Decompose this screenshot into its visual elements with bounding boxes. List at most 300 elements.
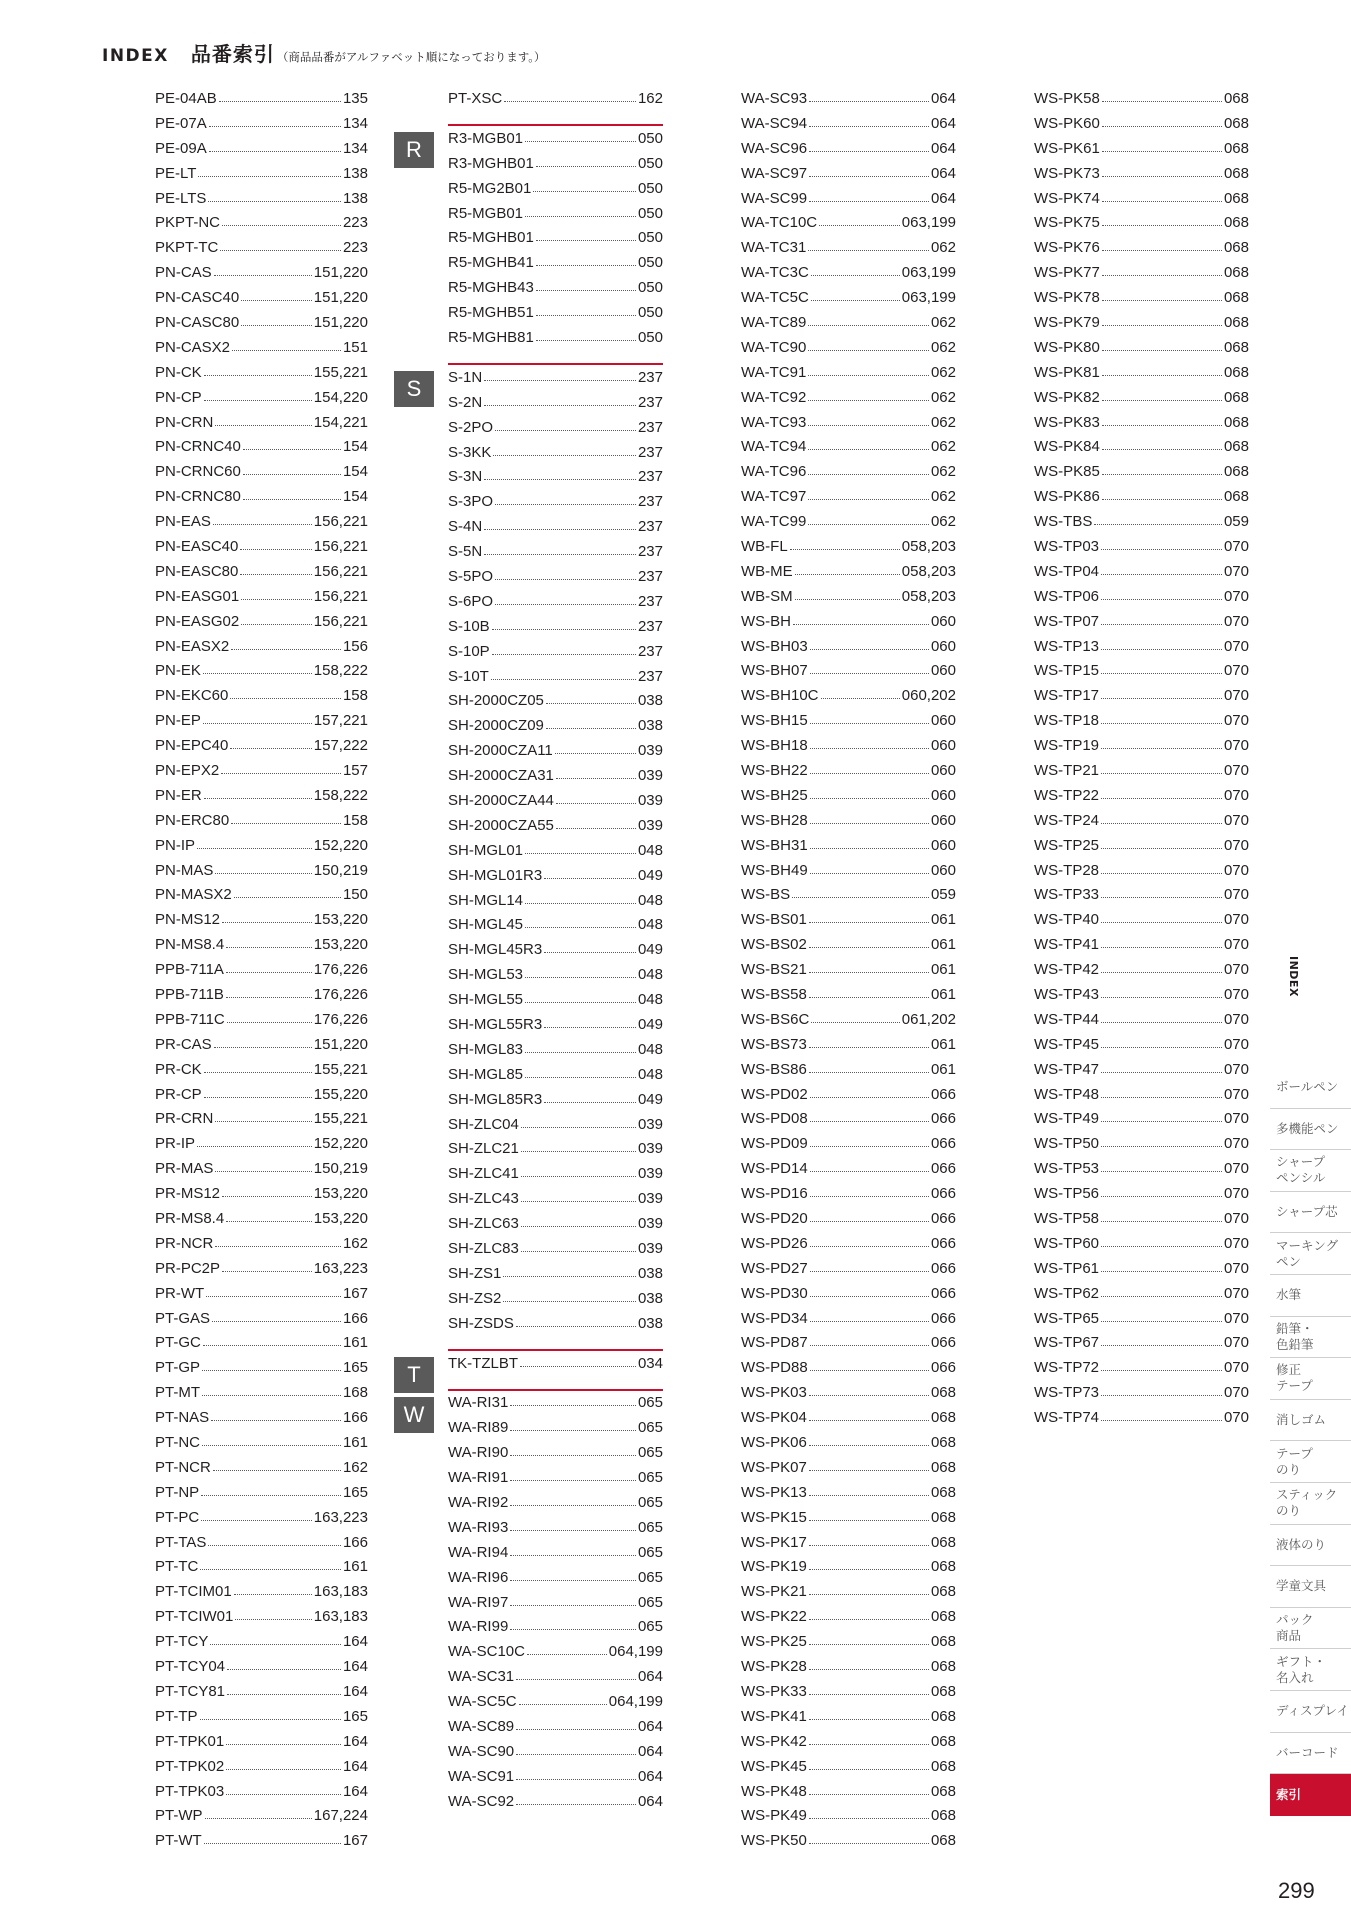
index-entry: [1034, 808, 1249, 833]
product-code: S-6PO: [448, 592, 494, 610]
index-entry: [155, 1803, 368, 1828]
product-code: R5-MGHB01: [448, 229, 534, 247]
index-entry: [448, 913, 663, 938]
index-entry: [448, 250, 663, 275]
product-code: PN-CRNC80: [155, 488, 241, 506]
page-reference: 066: [930, 1359, 956, 1377]
page-reference: 038: [637, 1289, 663, 1307]
index-column-3: [741, 86, 956, 1853]
page-reference: 155,221: [313, 363, 368, 381]
product-code: WS-PK25: [741, 1633, 807, 1651]
index-entry: [1034, 285, 1249, 310]
page-reference: 068: [930, 1633, 956, 1651]
index-entry: [155, 534, 368, 559]
product-code: PN-EASG02: [155, 612, 240, 630]
product-code: WS-TP42: [1034, 961, 1100, 979]
category-tab-label: ボールペン: [1276, 1079, 1339, 1095]
product-code: WA-SC91: [448, 1767, 515, 1785]
page-reference: 164: [342, 1782, 368, 1800]
product-code: WS-BS73: [741, 1035, 807, 1053]
page-reference: 070: [1223, 1010, 1249, 1028]
index-section: [406, 363, 663, 1336]
page-reference: 070: [1223, 1035, 1249, 1053]
category-tab[interactable]: [1270, 1774, 1351, 1816]
dot-leader: [544, 878, 636, 879]
product-code: PR-CAS: [155, 1035, 212, 1053]
product-code: PE-LTS: [155, 189, 207, 207]
page-reference: 070: [1223, 537, 1249, 555]
product-code: WS-BH49: [741, 861, 808, 879]
index-entry: [741, 1405, 956, 1430]
product-code: WA-RI31: [448, 1394, 509, 1412]
index-entry: [1034, 1057, 1249, 1082]
index-entry: [448, 514, 663, 539]
category-tabs: [1270, 1067, 1351, 1816]
page-reference: 060: [930, 612, 956, 630]
page-reference: 068: [930, 1434, 956, 1452]
product-code: WS-PK84: [1034, 438, 1100, 456]
product-code: PN-CRN: [155, 413, 214, 431]
page-reference: 156,221: [313, 562, 368, 580]
dot-leader: [810, 1345, 929, 1346]
page-reference: 061,202: [901, 1010, 956, 1028]
product-code: S-3KK: [448, 443, 492, 461]
index-entry: [1034, 385, 1249, 410]
dot-leader: [243, 474, 341, 475]
dot-leader: [521, 1251, 636, 1252]
dot-leader: [525, 1002, 636, 1003]
product-code: WS-BS21: [741, 961, 807, 979]
index-entry: [741, 957, 956, 982]
index-entry: [1034, 708, 1249, 733]
page-reference: 161: [342, 1434, 368, 1452]
index-entry: [741, 883, 956, 908]
page-reference: 048: [637, 966, 663, 984]
index-entry: [1034, 459, 1249, 484]
category-tab[interactable]: [1270, 1400, 1351, 1442]
dot-leader: [231, 649, 341, 650]
page-reference: 166: [342, 1409, 368, 1427]
dot-leader: [521, 1127, 636, 1128]
index-entry: [741, 1530, 956, 1555]
page-reference: 176,226: [313, 1010, 368, 1028]
product-code: WS-TBS: [1034, 513, 1093, 531]
index-entry: [155, 808, 368, 833]
page-reference: 070: [1223, 1135, 1249, 1153]
index-entry: [741, 111, 956, 136]
category-tab[interactable]: [1270, 1608, 1351, 1650]
index-entry: [741, 683, 956, 708]
page-reference: 068: [930, 1558, 956, 1576]
index-entry: [741, 858, 956, 883]
page-reference: 070: [1223, 786, 1249, 804]
page-reference: 163,183: [313, 1583, 368, 1601]
product-code: WS-TP22: [1034, 786, 1100, 804]
product-code: PPB-711B: [155, 986, 224, 1003]
category-tab[interactable]: [1270, 1649, 1351, 1691]
dot-leader: [206, 1296, 341, 1297]
page-reference: 062: [930, 513, 956, 531]
product-code: SH-ZLC04: [448, 1115, 519, 1133]
dot-leader: [1101, 1271, 1222, 1272]
dot-leader: [519, 1704, 607, 1705]
product-code: WA-TC89: [741, 313, 807, 331]
dot-leader: [510, 1455, 636, 1456]
product-code: WS-PK28: [741, 1658, 807, 1676]
index-entry: [448, 713, 663, 738]
page-reference: 062: [930, 438, 956, 456]
category-tab[interactable]: [1270, 1358, 1351, 1400]
index-entry: [155, 1380, 368, 1405]
page-reference: 070: [1223, 562, 1249, 580]
product-code: WA-SC92: [448, 1792, 515, 1810]
page-reference: 150,219: [313, 1160, 368, 1178]
category-tab[interactable]: [1270, 1275, 1351, 1317]
page-reference: 155,221: [313, 1110, 368, 1128]
dot-leader: [809, 1694, 929, 1695]
index-entry: [448, 1012, 663, 1037]
page-reference: 068: [930, 1707, 956, 1725]
index-column-4: [1034, 86, 1249, 1430]
page-reference: 237: [637, 642, 663, 660]
section-letter: S: [394, 371, 434, 407]
product-code: PN-CAS: [155, 264, 212, 282]
product-code: SH-ZSDS: [448, 1314, 514, 1332]
page-reference: 066: [930, 1284, 956, 1302]
dot-leader: [1101, 1146, 1222, 1147]
page-reference: 058,203: [901, 562, 956, 580]
dot-leader: [1101, 549, 1222, 550]
category-tab-label: パック 商品: [1276, 1612, 1314, 1644]
product-code: PR-CK: [155, 1060, 202, 1078]
category-tab[interactable]: [1270, 1150, 1351, 1192]
category-tab[interactable]: [1270, 1566, 1351, 1608]
index-entry: [448, 539, 663, 564]
product-code: WS-BH22: [741, 761, 808, 779]
product-code: WA-RI90: [448, 1444, 509, 1462]
index-entry: [1034, 210, 1249, 235]
page-reference: 151,220: [313, 264, 368, 282]
index-entry: [1034, 86, 1249, 111]
dot-leader: [792, 897, 929, 898]
page-reference: 065: [637, 1593, 663, 1611]
page-reference: 070: [1223, 861, 1249, 879]
product-code: S-10T: [448, 667, 489, 685]
index-entry: [155, 1455, 368, 1480]
dot-leader: [810, 673, 929, 674]
dot-leader: [493, 455, 636, 456]
product-code: WS-TP41: [1034, 936, 1100, 954]
category-tab[interactable]: [1270, 1233, 1351, 1275]
product-code: WS-PK13: [741, 1483, 807, 1501]
dot-leader: [1102, 425, 1222, 426]
page-reference: 070: [1223, 1110, 1249, 1128]
product-code: SH-MGL45R3: [448, 941, 543, 959]
index-entry: [1034, 1256, 1249, 1281]
index-entry: [1034, 907, 1249, 932]
product-code: PR-CP: [155, 1085, 202, 1103]
page-reference: 237: [637, 443, 663, 461]
index-entry: [1034, 111, 1249, 136]
page-reference: 065: [637, 1494, 663, 1512]
index-entry: [1034, 982, 1249, 1007]
category-tab-label: テープ のり: [1276, 1445, 1313, 1477]
page-reference: 223: [342, 239, 368, 257]
dot-leader: [241, 325, 312, 326]
page-reference: 156,221: [313, 612, 368, 630]
index-entry: [155, 111, 368, 136]
product-code: PN-CASC80: [155, 313, 240, 331]
page-reference: 134: [342, 139, 368, 157]
page-reference: 066: [930, 1110, 956, 1128]
index-entry: [741, 1380, 956, 1405]
dot-leader: [201, 1495, 341, 1496]
product-code: WS-BH07: [741, 662, 808, 680]
category-tab[interactable]: [1270, 1067, 1351, 1109]
product-code: WS-TP45: [1034, 1035, 1100, 1053]
index-entry: [448, 86, 663, 111]
product-code: WS-BH: [741, 612, 791, 630]
index-entry: [741, 609, 956, 634]
dot-leader: [222, 1196, 312, 1197]
page-reference: 038: [637, 1264, 663, 1282]
index-entry: [741, 1480, 956, 1505]
page-reference: 062: [930, 313, 956, 331]
dot-leader: [811, 300, 900, 301]
dot-leader: [510, 1530, 636, 1531]
dot-leader: [809, 101, 929, 102]
index-entry: [155, 1082, 368, 1107]
page-reference: 070: [1223, 911, 1249, 929]
index-section: [403, 1389, 663, 1814]
index-entry: [1034, 1331, 1249, 1356]
dot-leader: [821, 698, 900, 699]
index-entry: [741, 1629, 956, 1654]
product-code: PN-ERC80: [155, 811, 230, 829]
dot-leader: [202, 1395, 341, 1396]
page-reference: 070: [1223, 811, 1249, 829]
page-reference: 068: [1223, 239, 1249, 257]
index-entry: [741, 1704, 956, 1729]
product-code: WS-PD26: [741, 1234, 808, 1252]
page-reference: 061: [930, 1035, 956, 1053]
page-reference: 068: [930, 1682, 956, 1700]
page-reference: 060: [930, 662, 956, 680]
page-reference: 151: [342, 338, 368, 356]
product-code: WS-TP44: [1034, 1010, 1100, 1028]
product-code: WS-TP13: [1034, 637, 1100, 655]
dot-leader: [484, 380, 636, 381]
page-reference: 064: [930, 89, 956, 107]
product-code: WA-SC94: [741, 114, 808, 132]
index-entry: [1034, 1405, 1249, 1430]
product-code: WS-PK21: [741, 1583, 807, 1601]
product-code: WS-BS6C: [741, 1010, 810, 1028]
index-entry: [1034, 883, 1249, 908]
index-entry: [741, 1256, 956, 1281]
index-entry: [155, 136, 368, 161]
dot-leader: [809, 1395, 929, 1396]
product-code: SH-ZLC83: [448, 1240, 519, 1258]
page-reference: 161: [342, 1334, 368, 1352]
product-code: SH-2000CZA55: [448, 816, 554, 834]
product-code: SH-ZLC41: [448, 1165, 519, 1183]
dot-leader: [810, 1097, 929, 1098]
dot-leader: [809, 1619, 929, 1620]
dot-leader: [203, 1345, 341, 1346]
page-reference: 060: [930, 811, 956, 829]
dot-leader: [1101, 1121, 1222, 1122]
page-reference: 064: [637, 1767, 663, 1785]
page-reference: 153,220: [313, 1185, 368, 1203]
index-entry: [448, 1087, 663, 1112]
page-reference: 068: [930, 1384, 956, 1402]
category-tab[interactable]: [1270, 1317, 1351, 1359]
index-entry: [741, 385, 956, 410]
index-entry: [448, 1590, 663, 1615]
category-tab[interactable]: [1270, 1691, 1351, 1733]
dot-leader: [234, 1594, 312, 1595]
dot-leader: [1101, 873, 1222, 874]
product-code: PN-MASX2: [155, 886, 232, 904]
page-reference: 039: [637, 816, 663, 834]
page-reference: 155,221: [313, 1060, 368, 1078]
dot-leader: [810, 848, 929, 849]
dot-leader: [536, 265, 636, 266]
product-code: WS-TP17: [1034, 687, 1100, 705]
page-reference: 070: [1223, 587, 1249, 605]
index-entry: [155, 1679, 368, 1704]
product-code: PT-TPK03: [155, 1782, 225, 1800]
category-tab[interactable]: [1270, 1483, 1351, 1525]
dot-leader: [1101, 823, 1222, 824]
page-reference: 068: [1223, 114, 1249, 132]
page-reference: 050: [637, 229, 663, 247]
dot-leader: [1102, 101, 1222, 102]
dot-leader: [809, 972, 929, 973]
product-code: WS-PK74: [1034, 189, 1100, 207]
index-entry: [448, 176, 663, 201]
page-reference: 154,221: [313, 413, 368, 431]
page-reference: 134: [342, 114, 368, 132]
dot-leader: [544, 1027, 636, 1028]
dot-leader: [226, 972, 312, 973]
index-entry: [155, 434, 368, 459]
index-entry: [448, 1062, 663, 1087]
product-code: WS-PD08: [741, 1110, 808, 1128]
dot-leader: [222, 922, 312, 923]
product-code: SH-ZS1: [448, 1264, 502, 1282]
dot-leader: [209, 151, 341, 152]
category-tab[interactable]: [1270, 1441, 1351, 1483]
product-code: PN-EKC60: [155, 687, 229, 705]
page-reference: 038: [637, 1314, 663, 1332]
product-code: WA-SC97: [741, 164, 808, 182]
dot-leader: [243, 499, 341, 500]
page-reference: 237: [637, 393, 663, 411]
dot-leader: [240, 549, 311, 550]
category-tab[interactable]: [1270, 1733, 1351, 1775]
index-entry: [448, 1540, 663, 1565]
product-code: SH-MGL85: [448, 1065, 524, 1083]
product-code: SH-ZS2: [448, 1289, 502, 1307]
product-code: WA-RI91: [448, 1469, 509, 1487]
dot-leader: [810, 1246, 929, 1247]
dot-leader: [1102, 449, 1222, 450]
page-reference: 161: [342, 1558, 368, 1576]
page-reference: 154: [342, 463, 368, 481]
page-reference: 060: [930, 761, 956, 779]
page-reference: 070: [1223, 836, 1249, 854]
category-tab-label: ディスプレイ: [1276, 1703, 1349, 1719]
product-code: WB-FL: [741, 537, 788, 555]
product-code: PT-TC: [155, 1558, 199, 1576]
product-code: WS-PD14: [741, 1160, 808, 1178]
page-reference: 065: [637, 1394, 663, 1412]
product-code: WS-PD09: [741, 1135, 808, 1153]
index-entry: [155, 1107, 368, 1132]
page-reference: 163,223: [313, 1508, 368, 1526]
page-reference: 050: [637, 304, 663, 322]
page-reference: 034: [637, 1354, 663, 1372]
page-reference: 060: [930, 836, 956, 854]
category-tab[interactable]: [1270, 1109, 1351, 1151]
dot-leader: [200, 1569, 341, 1570]
product-code: R3-MGB01: [448, 129, 524, 147]
page-reference: 151,220: [313, 289, 368, 307]
dot-leader: [1102, 250, 1222, 251]
product-code: PN-CRNC40: [155, 438, 241, 456]
index-entry: [448, 564, 663, 589]
page-reference: 062: [930, 363, 956, 381]
page-reference: 070: [1223, 1409, 1249, 1427]
category-tab-label: シャープ ペンシル: [1276, 1154, 1326, 1186]
index-column-2: [403, 86, 663, 1814]
index-entry: [155, 1231, 368, 1256]
category-tab-label: シャープ芯: [1276, 1204, 1338, 1220]
dot-leader: [1102, 400, 1222, 401]
dot-leader: [226, 947, 312, 948]
dot-leader: [556, 778, 636, 779]
dot-leader: [232, 350, 341, 351]
dot-leader: [204, 400, 312, 401]
product-code: WS-TP06: [1034, 587, 1100, 605]
product-code: WS-TP50: [1034, 1135, 1100, 1153]
product-code: PR-MS8.4: [155, 1210, 225, 1228]
header-index-label: INDEX: [102, 46, 169, 66]
index-entry: [155, 1032, 368, 1057]
index-entry: [741, 285, 956, 310]
page-reference: 048: [637, 891, 663, 909]
category-tab[interactable]: [1270, 1192, 1351, 1234]
index-entry: [741, 1779, 956, 1804]
dot-leader: [1101, 1296, 1222, 1297]
page-reference: 237: [637, 368, 663, 386]
dot-leader: [198, 176, 341, 177]
index-entry: [741, 136, 956, 161]
page-reference: 070: [1223, 1334, 1249, 1352]
page-reference: 158,222: [313, 786, 368, 804]
product-code: SH-ZLC43: [448, 1190, 519, 1208]
index-entry: [448, 1161, 663, 1186]
product-code: WS-PD34: [741, 1309, 808, 1327]
index-entry: [1034, 1181, 1249, 1206]
category-tab-label: ギフト・ 名入れ: [1276, 1653, 1327, 1685]
product-code: WS-BH28: [741, 811, 808, 829]
category-tab[interactable]: [1270, 1525, 1351, 1567]
index-entry: [448, 1515, 663, 1540]
page-reference: 063,199: [901, 214, 956, 232]
